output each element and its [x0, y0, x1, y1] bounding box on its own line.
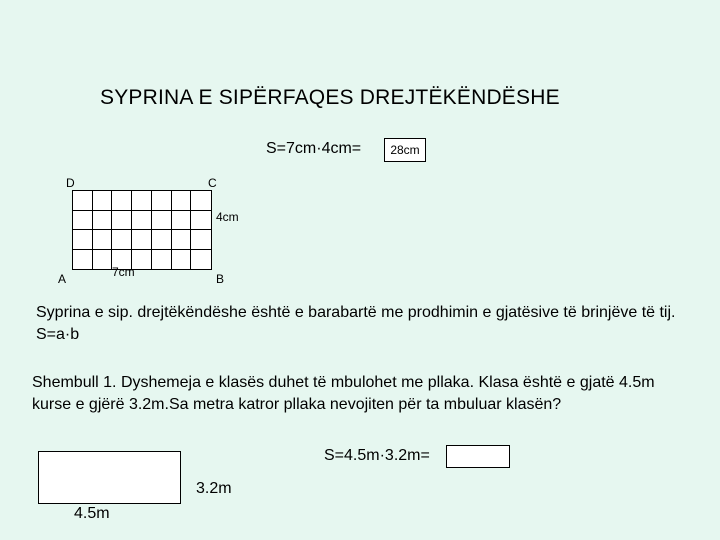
grid-cell: [112, 191, 132, 211]
classroom-height-label: 3.2m: [196, 480, 232, 497]
area-formula: S=7cm·4cm=: [266, 140, 362, 157]
unit-square-grid: [72, 190, 212, 270]
grid-cell: [93, 211, 113, 231]
grid-cell: [152, 211, 172, 231]
grid-cell: [132, 250, 152, 270]
height-label: 4cm: [216, 210, 239, 224]
grid-cell: [112, 211, 132, 231]
grid-cell: [152, 191, 172, 211]
grid-cell: [73, 211, 93, 231]
example-answer-box: [446, 445, 510, 468]
classroom-width-label: 4.5m: [74, 505, 110, 522]
area-rule-text: Syprina e sip. drejtëkëndëshe është e barabartë me prodhimin e gjatësive të brinjëve të tij. S=a·b: [36, 304, 676, 343]
vertex-b-label: B: [216, 272, 225, 286]
grid-cell: [172, 191, 192, 211]
grid-cell: [191, 211, 211, 231]
grid-cell: [191, 250, 211, 270]
grid-cell: [93, 230, 113, 250]
grid-cell: [191, 191, 211, 211]
example-formula: S=4.5m·3.2m=: [324, 447, 430, 464]
grid-cell: [132, 191, 152, 211]
width-label: 7cm: [112, 265, 135, 279]
grid-cell: [172, 230, 192, 250]
grid-cell: [172, 250, 192, 270]
grid-cell: [73, 191, 93, 211]
page-title: SYPRINA E SIPËRFAQES DREJTËKËNDËSHE: [100, 86, 560, 109]
grid-cell: [73, 230, 93, 250]
example-problem-text: Shembull 1. Dyshemeja e klasës duhet të mbulohet me pllaka. Klasa është e gjatë 4.5m kurse e gjërë 3.2m.Sa metra katror pllaka nevojiten për ta mbuluar klasën?: [32, 374, 655, 413]
grid-cell: [132, 211, 152, 231]
grid-cell: [172, 211, 192, 231]
grid-cell: [93, 250, 113, 270]
grid-cell: [191, 230, 211, 250]
answer-box: 28cm: [384, 138, 426, 162]
vertex-c-label: C: [208, 176, 217, 190]
grid-cell: [132, 230, 152, 250]
vertex-d-label: D: [66, 176, 75, 190]
grid-cell: [112, 230, 132, 250]
grid-cell: [152, 230, 172, 250]
vertex-a-label: A: [58, 272, 67, 286]
grid-cell: [93, 191, 113, 211]
classroom-rectangle: [38, 451, 181, 504]
grid-cell: [73, 250, 93, 270]
grid-cell: [152, 250, 172, 270]
